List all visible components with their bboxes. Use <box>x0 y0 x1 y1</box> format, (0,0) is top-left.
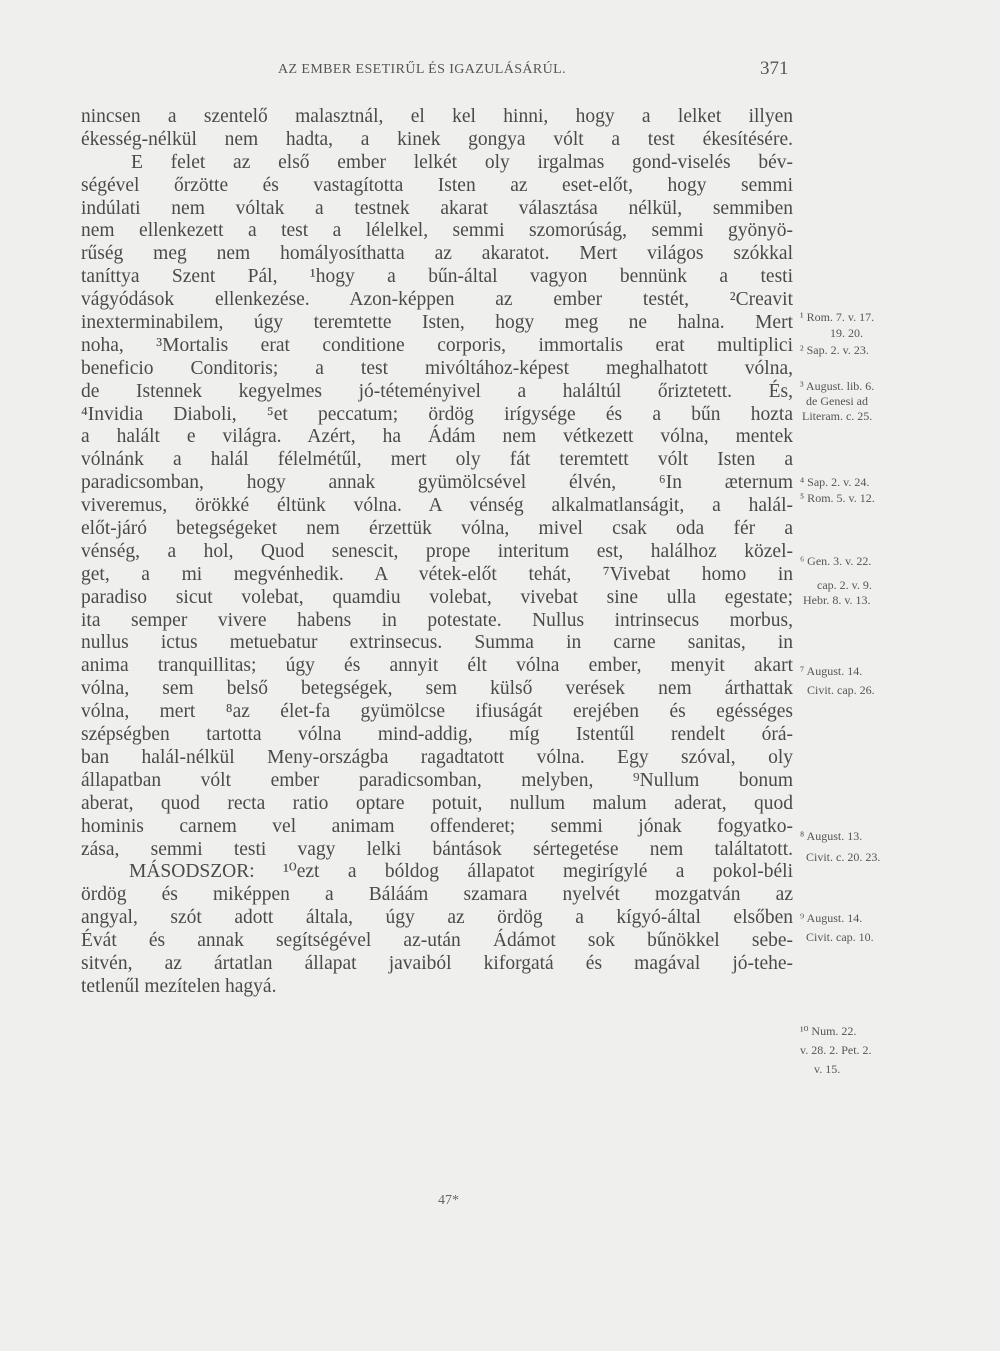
text-line: vágyódások ellenkezése. Azon-képpen az ember testét, ²Creavit <box>81 289 793 311</box>
text-line: ban halál-nélkül Meny-országba ragadtatott vólna. Egy szóval, oly <box>81 746 793 768</box>
text-line: nincsen a szentelő malasztnál, el kel hinni, hogy a lelket illyen <box>81 106 793 127</box>
text-line: aberat, quod recta ratio optare potuit, nullum malum aderat, quod <box>81 792 793 814</box>
text-line: sitvén, az ártatlan állapat javaiból kiforgatá és magával jó-tehe- <box>81 952 793 974</box>
margin-note: de Genesi ad <box>806 394 868 408</box>
text-line: paradiso sicut volebat, quamdiu volebat, vivebat sine ulla egestate; <box>81 586 793 608</box>
text-line: indúlati nem vóltak a testnek akarat választása nélkül, semmiben <box>81 197 793 219</box>
margin-note: ² Sap. 2. v. 23. <box>800 343 869 357</box>
text-line: állapatban vólt ember paradicsomban, melyben, ⁹Nullum bonum <box>81 769 793 791</box>
margin-note: ¹⁰ Num. 22. <box>800 1024 857 1038</box>
text-line: nullus ictus metuebatur extrinsecus. Summa in carne sanitas, in <box>81 632 793 654</box>
margin-note: Hebr. 8. v. 13. <box>803 593 871 607</box>
text-line: ségével őrzötte és vastagította Isten az eset-előt, hogy semmi <box>81 174 793 196</box>
text-line: vólna, mert ⁸az élet-fa gyümölcse ifiuságát erejében és egésséges <box>81 701 793 723</box>
text-line: Évát és annak segítségével az-után Ádámot sok bűnökkel sebe- <box>81 930 793 952</box>
text-line: beneficio Conditoris; a test mivóltához-képest meghalhatott vólna, <box>81 357 793 379</box>
margin-note: cap. 2. v. 9. <box>817 578 872 592</box>
text-line: ⁴Invidia Diaboli, ⁵et peccatum; ördög irígysége és a bűn hozta <box>81 403 793 425</box>
margin-note: Civit. cap. 26. <box>807 683 875 697</box>
text-line: a halált e világra. Azért, ha Ádám nem vétkezett vólna, mentek <box>81 426 793 448</box>
margin-note: ¹ Rom. 7. v. 17. <box>800 310 875 324</box>
text-line: E felet az első ember lelkét oly irgalmas gond-viselés bév- <box>131 151 793 173</box>
text-line: noha, ³Mortalis erat conditione corporis, immortalis erat multiplici <box>81 334 793 356</box>
text-line: viveremus, örökké éltünk vólna. A vénség alkalmatlanságit, a halál- <box>81 495 793 517</box>
text-line: inexterminabilem, úgy teremtette Isten, hogy meg ne halna. Mert <box>81 312 793 334</box>
running-title: AZ EMBER ESETIRŰL ÉS IGAZULÁSÁRÚL. <box>278 62 567 77</box>
margin-note: 19. 20. <box>830 326 863 340</box>
text-line: vólnánk a halál félelmétűl, mert oly fát teremtett vólt Isten a <box>81 449 793 471</box>
text-line: taníttya Szent Pál, ¹hogy a bűn-által vagyon bennünk a testi <box>81 266 793 288</box>
margin-note: ⁷ August. 14. <box>800 664 863 678</box>
margin-note: ⁹ August. 14. <box>800 911 863 925</box>
text-line: zása, semmi testi vagy lelki bántások sértegetése nem találtatott. <box>81 838 793 860</box>
text-line: vólna, sem belső betegségek, sem külső verések nem árthattak <box>81 678 793 700</box>
margin-note: ³ August. lib. 6. <box>800 379 875 393</box>
text-line: anima tranquillitas; úgy és annyit élt vólna ember, menyit akart <box>81 655 793 677</box>
text-line: rűség meg nem homályosíthatta az akaratot. Mert világos szókkal <box>81 243 793 265</box>
margin-note: v. 28. 2. Pet. 2. <box>800 1043 872 1057</box>
text-line: MÁSODSZOR: ¹⁰ezt a bóldog állapatot megirígylé a pokol-béli <box>129 861 793 883</box>
text-line: angyal, szót adott általa, úgy az ördög a kígyó-által elsőben <box>81 907 793 929</box>
text-line: ördög és miképpen a Báláám szamara nyelvét mozgatván az <box>81 884 793 906</box>
margin-note: ⁴ Sap. 2. v. 24. <box>800 475 870 489</box>
text-line: előt-járó betegségeket nem érzettük vólna, mivel csak oda fér a <box>81 518 793 540</box>
text-line: szépségben tartotta vólna mind-addig, míg Istentűl rendelt órá- <box>81 724 793 746</box>
signature-mark: 47* <box>438 1193 459 1208</box>
body-text <box>81 106 793 999</box>
margin-note: Civit. c. 20. 23. <box>806 850 881 864</box>
margin-note: ⁵ Rom. 5. v. 12. <box>800 491 875 505</box>
margin-note: ⁸ August. 13. <box>800 829 863 843</box>
text-line: hominis carnem vel animam offenderet; semmi jónak fogyatko- <box>81 815 793 837</box>
text-line: ékesség-nélkül nem hadta, a kinek gongya vólt a test ékesítésére. <box>81 128 793 150</box>
margin-note: Civit. cap. 10. <box>806 930 874 944</box>
text-line: tetlenűl mezítelen hagyá. <box>81 975 277 997</box>
text-line: get, a mi megvénhedik. A vétek-előt tehát, ⁷Vivebat homo in <box>81 563 793 585</box>
page-number: 371 <box>760 58 789 79</box>
text-line: ita semper vivere habens in potestate. Nullus intrinsecus morbus, <box>81 609 793 631</box>
margin-note: ⁶ Gen. 3. v. 22. <box>800 554 872 568</box>
text-line: vénség, a hol, Quod senescit, prope interitum est, halálhoz közel- <box>81 540 793 562</box>
margin-note: v. 15. <box>814 1062 841 1076</box>
text-line: nem ellenkezett a test a lélelkel, semmi szomorúság, semmi gyönyö- <box>81 220 793 242</box>
text-line: paradicsomban, hogy annak gyümölcsével élvén, ⁶In æternum <box>81 472 793 494</box>
margin-note: Literam. c. 25. <box>802 409 873 423</box>
text-line: de Istennek kegyelmes jó-téteményivel a haláltúl őriztetett. És, <box>81 380 793 402</box>
